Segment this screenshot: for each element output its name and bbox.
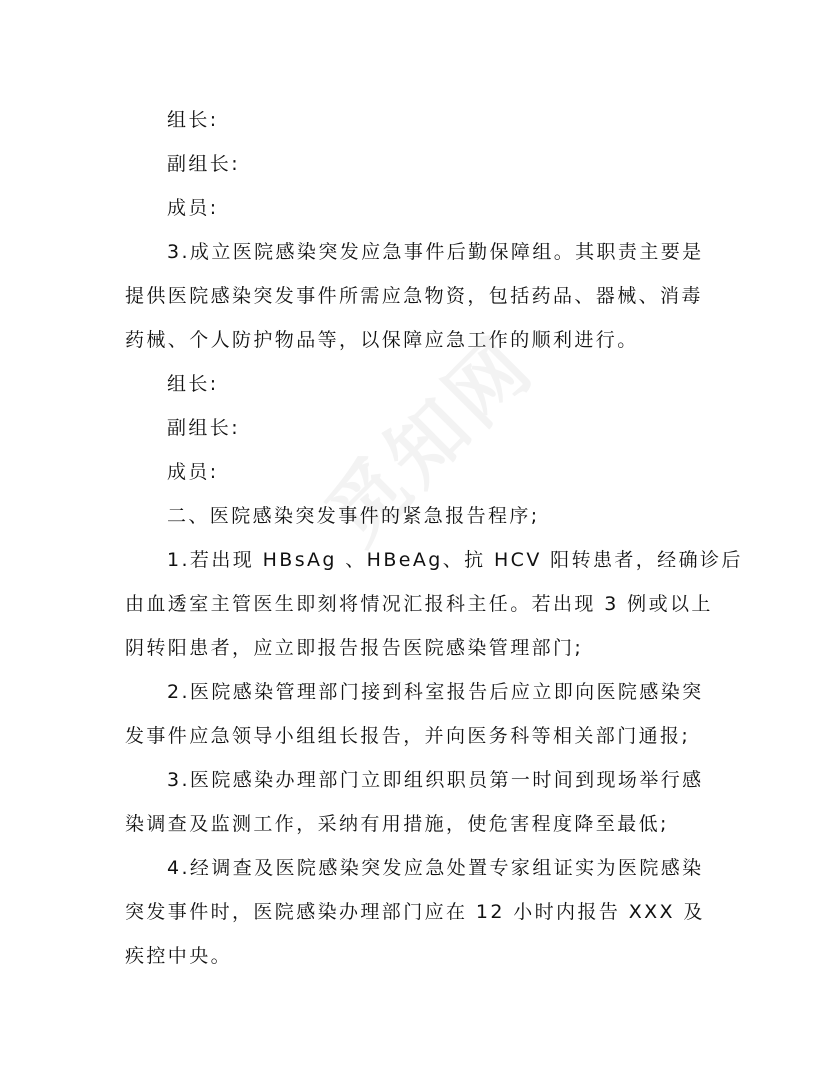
text-line: 由血透室主管医生即刻将情况汇报科主任。若出现 3 例或以上 (125, 593, 713, 615)
text-line: 副组长: (167, 153, 241, 175)
text-line: 副组长: (167, 417, 241, 439)
text-line: 染调查及监测工作，采纳有用措施，使危害程度降至最低; (125, 813, 669, 835)
text-line: 组长: (167, 373, 219, 395)
section-heading: 二、医院感染突发事件的紧急报告程序; (167, 505, 540, 527)
text-line: 成员: (167, 461, 219, 483)
text-line: 组长: (167, 109, 219, 131)
text-line: 1.若出现 HBsAg 、HBeAg、抗 HCV 阳转患者，经确诊后 (167, 549, 743, 571)
text-line: 3.医院感染办理部门立即组织职员第一时间到现场举行感 (167, 769, 704, 791)
text-line: 4.经调查及医院感染突发应急处置专家组证实为医院感染 (167, 857, 704, 879)
text-line: 提供医院感染突发事件所需应急物资，包括药品、器械、消毒 (125, 285, 703, 307)
text-line: 2.医院感染管理部门接到科室报告后应立即向医院感染突 (167, 681, 704, 703)
text-line: 突发事件时，医院感染办理部门应在 12 小时内报告 XXX 及 (125, 901, 705, 923)
text-line: 成员: (167, 197, 219, 219)
text-line: 疾控中央。 (125, 945, 233, 967)
text-line: 阴转阳患者，应立即报告报告医院感染管理部门; (125, 637, 584, 659)
document-body (125, 98, 743, 978)
text-line: 药械、个人防护物品等，以保障应急工作的顺利进行。 (125, 329, 639, 351)
text-line: 发事件应急领导小组组长报告，并向医务科等相关部门通报; (125, 725, 691, 747)
text-line: 3.成立医院感染突发应急事件后勤保障组。其职责主要是 (167, 241, 704, 263)
